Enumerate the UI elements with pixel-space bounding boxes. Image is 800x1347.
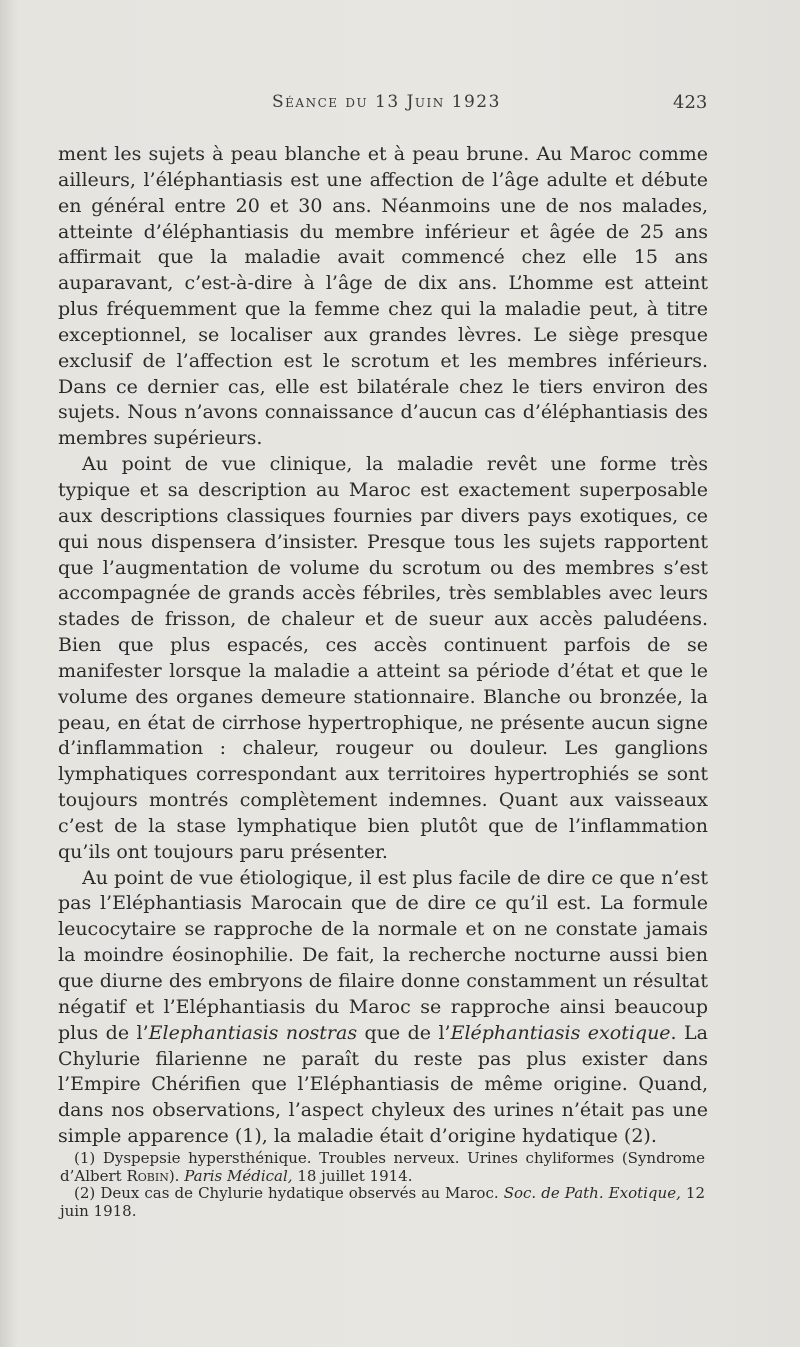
- running-title: Séance du 13 Juin 1923: [272, 92, 501, 112]
- footnotes: [60, 1150, 705, 1220]
- footnote-2: [60, 1185, 705, 1220]
- body-text: [58, 142, 708, 1150]
- footnote-2-text: (2) Deux cas de Chylurie hydatique observés au Maroc.: [74, 1184, 504, 1202]
- footnote-1-author: Robin: [126, 1166, 169, 1185]
- footnote-1-date: 18 juillet 1914.: [292, 1166, 413, 1185]
- paragraph-2: Au point de vue clinique, la maladie revêt une forme très typique et sa description au Maroc est exactement superposable aux descriptions classiques fournies par divers pays exotiques, ce qui nous dispensera d’insister. Presque tous les sujets rapportent que l’augmentation de volume du scrotum ou des membres s’est accompagnée de grands accès fébriles, très semblables avec leurs stades de frisson, de chaleur et de sueur aux accès paludéens. Bien que plus espacés, ces accès continuent parfois de se manifester lorsque la maladie a atteint sa période d’état et que le volume des organes demeure stationnaire. Blanche ou bronzée, la peau, en état de cirrhose hypertrophique, ne présente aucun signe d’inflammation : chaleur, rougeur ou douleur. Les ganglions lymphatiques correspondant aux territoires hypertrophiés se sont toujours montrés complètement indemnes. Quant aux vaisseaux c’est de la stase lymphatique bien plutôt que de l’inflammation qu’ils ont toujours paru présenter.: [58, 453, 708, 863]
- paragraph-3-text-a: Au point de vue étiologique, il est plus facile de dire ce que n’est pas l’Eléphantiasis Marocain que de dire ce qu’il est. La formule leucocytaire se rapproche de la normale et on ne constate jamais la moindre éosinophilie. De fait, la recherche nocturne aussi bien que diurne des embryons de filaire donne constamment un résultat négatif et l’Eléphantiasis du Maroc se rapproche ainsi beaucoup plus de l’: [58, 866, 708, 1044]
- footnote-1: [60, 1150, 705, 1185]
- footnote-1-text-a: (1) Dyspepsie hypersthénique. Troubles nerveux. Urines chyliformes (Syndrome d’Albert: [60, 1149, 705, 1185]
- page-number: 423: [673, 92, 708, 113]
- paragraph-3-text-b: que de l’: [357, 1021, 451, 1044]
- footnote-2-journal: Soc. de Path. Exotique,: [503, 1184, 681, 1202]
- italic-elephantiasis-nostras: Elephantiasis nostras: [148, 1021, 358, 1044]
- footnote-2-date: 12 juin 1918.: [60, 1184, 706, 1220]
- italic-elephantiasis-exotique: Eléphantiasis exotique: [450, 1021, 671, 1044]
- page-header: [0, 92, 800, 122]
- footnote-1-journal: Paris Médical,: [184, 1166, 293, 1185]
- footnote-1-text-b: ).: [168, 1166, 185, 1185]
- paragraph-3-text-c: . La Chylurie filarienne ne paraît du reste pas plus exister dans l’Empire Chérifien que l’Eléphantiasis de même origine. Quand, dans nos observations, l’aspect chyleux des urines n’était pas une simple apparence (1), la maladie était d’origine hydatique (2).: [58, 1021, 708, 1148]
- paragraph-1: ment les sujets à peau blanche et à peau brune. Au Maroc comme ailleurs, l’éléphantiasis est une affection de l’âge adulte et débute en général entre 20 et 30 ans. Néanmoins une de nos malades, atteinte d’éléphantiasis du membre inférieur et âgée de 25 ans affirmait que la maladie avait commencé chez elle 15 ans auparavant, c’est-à-dire à l’âge de dix ans. L’homme est atteint plus fréquemment que la femme chez qui la maladie peut, à titre exceptionnel, se localiser aux grandes lèvres. Le siège presque exclusif de l’affection est le scrotum et les membres inférieurs. Dans ce dernier cas, elle est bilatérale chez le tiers environ des sujets. Nous n’avons connaissance d’aucun cas d’éléphantiasis des membres supérieurs.: [58, 143, 708, 450]
- paragraph-3: [58, 866, 708, 1150]
